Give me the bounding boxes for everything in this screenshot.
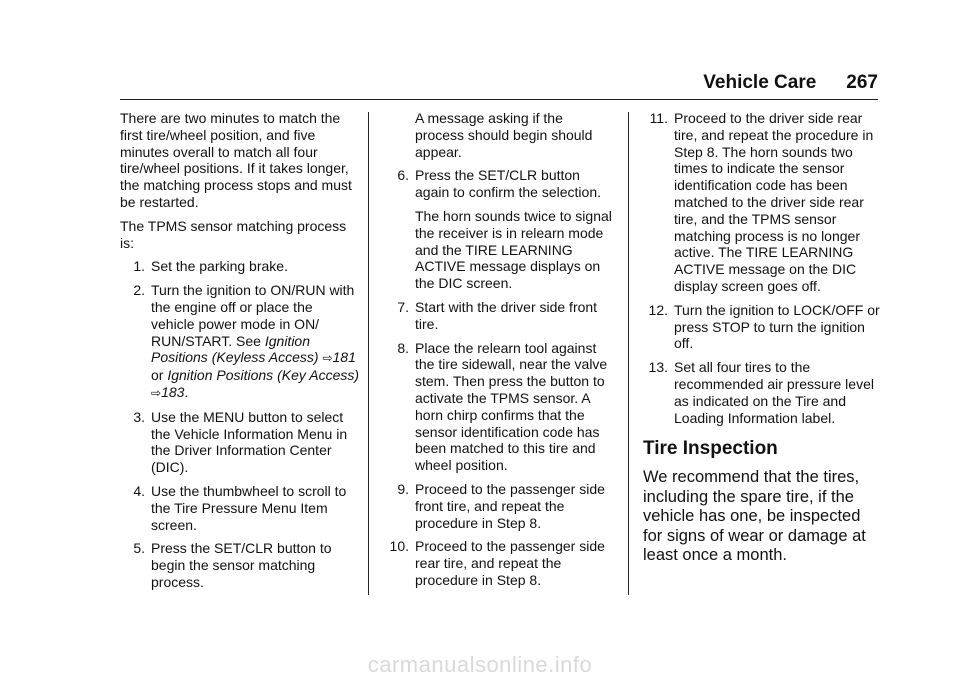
step-number: 8. [397,339,409,356]
column-divider-2 [628,112,629,595]
step-number: 1. [133,258,145,275]
step-2 [120,282,360,402]
step-text: Start with the driver side front tire. [415,298,598,332]
page-ref-icon: ⇨ [151,385,162,400]
step-10 [384,538,614,588]
step-text: Set all four tires to the recommended air pressure level as indicated on the Tire and Loading Information label. [674,359,874,426]
sentence-end: . [184,383,189,400]
step-number: 12. [648,301,668,318]
watermark: carmanualsonline.info [367,652,593,677]
step-number: 3. [133,408,145,425]
step-number: 5. [133,540,145,557]
section-title: Vehicle Care [703,72,817,93]
step-13 [643,359,880,426]
page-ref[interactable]: 181 [332,349,356,366]
step-8 [384,340,614,474]
cross-reference-link[interactable]: Ignition Positions (Key Access) [167,367,360,384]
column-2 [384,110,614,596]
intro-paragraph: There are two minutes to match the first tire/wheel position, and five minutes overall to match all four tire/wheel positions. If it takes longer, the matching process stops and must be restarted. [120,110,352,210]
or-text: or [151,367,164,384]
step-text: Place the relearn tool against the tire sidewall, near the valve stem. Then press the button to activate the TPMS sensor. A horn chirp confirms that the sensor identification code has been matched to this tire and wheel position. [415,339,608,474]
page-header [120,72,878,94]
step-text: Turn the ignition to LOCK/OFF or press STOP to turn the ignition off. [674,301,880,352]
step-text: Set the parking brake. [151,258,288,275]
step-number: 7. [397,298,409,315]
step-3 [120,409,360,476]
step-number: 13. [648,359,668,376]
step-number: 10. [389,538,409,555]
step-number: 4. [133,482,145,499]
step-text: Use the MENU button to select the Vehicle Information Menu in the Driver Information Center (DIC). [151,408,348,476]
column-divider-1 [368,112,369,595]
step-11 [643,110,880,295]
header-rule [120,99,878,100]
step-text: Proceed to the passenger side rear tire, and repeat the procedure in Step 8. [415,538,605,588]
process-intro: The TPMS sensor matching process is: [120,217,347,251]
step-number: 6. [397,167,409,184]
step-number: 2. [133,282,145,299]
step-4 [120,483,360,533]
step-text: Press the SET/CLR button again to confirm the selection. [415,167,601,201]
step-5-continuation: A message asking if the process should begin should appear. [415,110,593,160]
step-text: Turn the ignition to ON/RUN with the engine off or place the vehicle power mode in ON/ RUN/START. See [151,282,355,349]
step-1 [120,258,360,275]
step-6 [384,167,614,201]
step-number: 9. [397,480,409,497]
step-9 [384,481,614,531]
step-text: Proceed to the driver side rear tire, and repeat the procedure in Step 8. The horn sounds two times to indicate the sensor identification code has been matched to the driver side rear tire, and the TPMS sensor matching process is no longer active. The TIRE LEARNING ACTIVE message on the DIC display screen goes off. [674,110,874,294]
section-heading: Tire Inspection [643,438,778,460]
page-number: 267 [846,72,878,93]
step-6-continuation: The horn sounds twice to signal the receiver is in relearn mode and the TIRE LEARNING ACTIVE message displays on the DIC screen. [415,207,612,292]
column-3 [643,110,880,566]
step-12 [643,302,880,352]
cross-reference-link[interactable]: Ignition Positions (Keyless Access) [151,332,319,366]
page-ref[interactable]: 183 [161,383,185,400]
step-text: Press the SET/CLR button to begin the sensor matching process. [151,540,332,590]
step-number: 11. [649,110,668,126]
page-ref-icon: ⇨ [322,351,333,366]
lead-paragraph: We recommend that the tires, including the spare tire, if the vehicle has one, be inspected for signs of wear or damage at least once a month. [643,468,866,565]
step-text: Use the thumbwheel to scroll to the Tire Pressure Menu Item screen. [151,482,347,533]
column-1 [120,110,360,598]
step-text: Proceed to the passenger side front tire, and repeat the procedure in Step 8. [415,480,605,531]
step-7 [384,299,614,333]
step-5 [120,540,360,590]
